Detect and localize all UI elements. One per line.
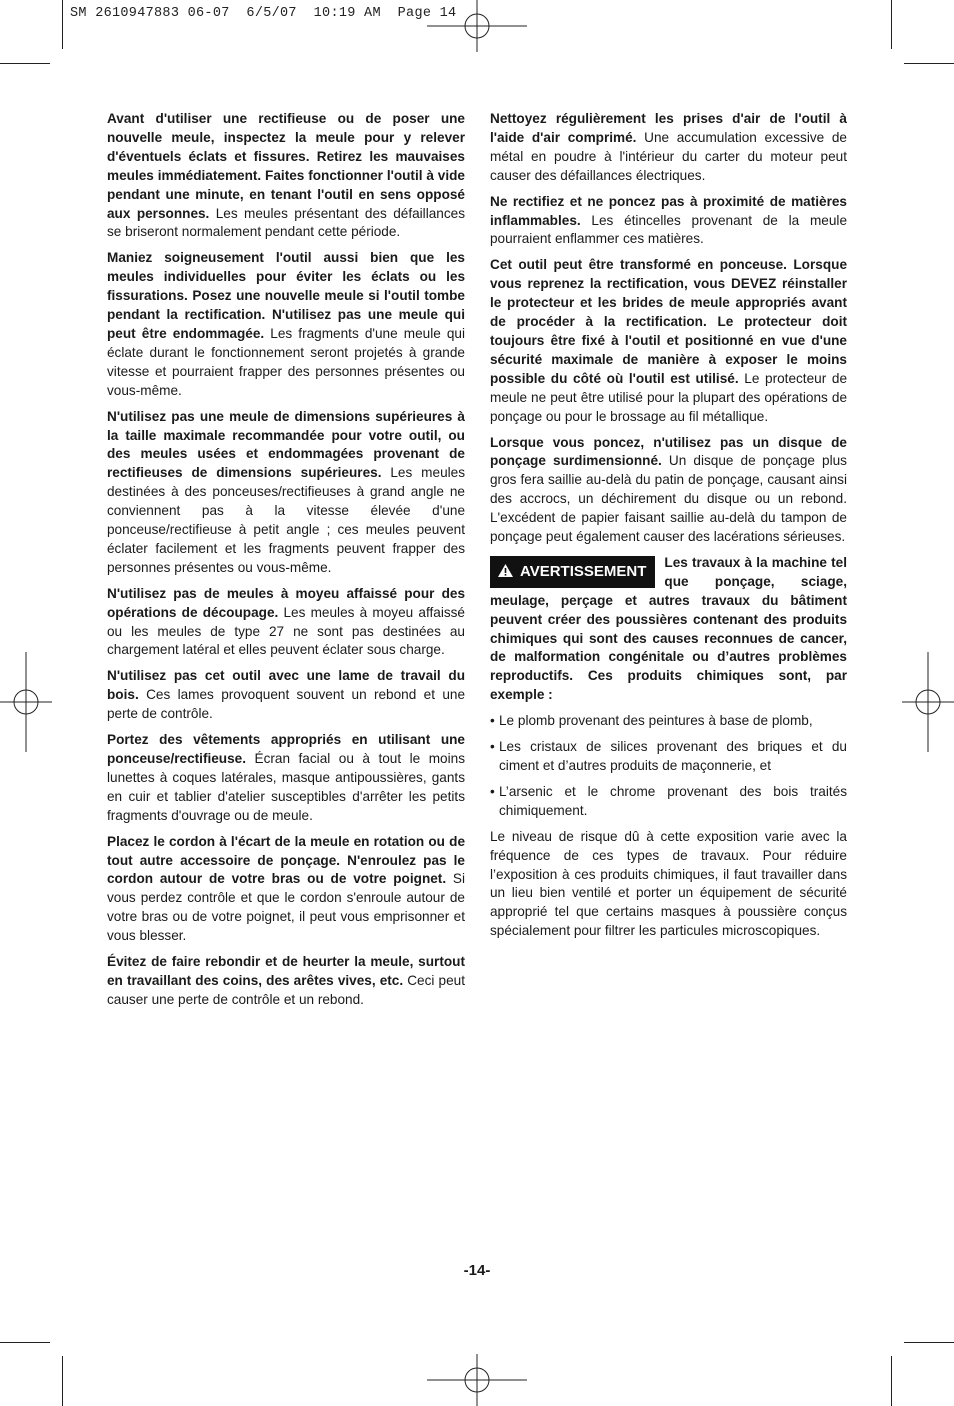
safety-paragraph bbox=[107, 667, 465, 724]
crop-mark bbox=[904, 63, 954, 64]
right-column bbox=[490, 110, 847, 948]
paragraph-lead: Portez des vêtements appropriés en utilisant une ponceuse/rectifieuse. bbox=[107, 732, 465, 766]
paragraph-body: Si vous perdez contrôle et que le cordon s'enroule autour de votre bras ou de votre poignet, il peut vous emprisonner et vous blesser. bbox=[107, 871, 465, 944]
paragraph-lead: Avant d'utiliser une rectifieuse ou de poser une nouvelle meule, inspectez la meule pour y relever d'éventuels éclats et fissures. Retirez les mauvaises meules immédiatement. Faites fonctionner l'outil à vide pendant une minute, en tenant l'outil en sens opposé aux personnes. bbox=[107, 111, 465, 221]
registration-mark-left bbox=[0, 652, 52, 752]
closing-paragraph: Le niveau de risque dû à cette exposition varie avec la fréquence de ces types de travaux. Pour réduire l’exposition à ces produits chimiques, il faut travailler dans un lieu bien ventilé et porter un équipement de sécurité approprié tel que certains masques à poussière conçus spécialement pour filtrer les particules microscopiques. bbox=[490, 828, 847, 939]
crop-mark bbox=[62, 1356, 63, 1406]
bullet-text: L’arsenic et le chrome provenant des bois traités chimiquement. bbox=[499, 783, 847, 818]
paragraph-lead: Cet outil peut être transformé en ponceuse. Lorsque vous reprenez la rectification, vous DEVEZ réinstaller le protecteur et les brides de meule appropriés avant de procéder à la rectification. Le protecteur doit toujours être fixé à l'outil et positionné en vue d'une sécurité maximale de manière à exposer le moins possible du côté où l'outil est utilisé. bbox=[490, 257, 847, 386]
crop-mark bbox=[891, 1356, 892, 1406]
safety-paragraph bbox=[107, 953, 465, 1010]
paragraph-lead: Évitez de faire rebondir et de heurter la meule, surtout en travaillant des coins, des arêtes vives, etc. bbox=[107, 954, 465, 988]
safety-paragraph bbox=[107, 833, 465, 946]
registration-mark-bottom bbox=[427, 1354, 527, 1406]
crop-mark bbox=[0, 1342, 50, 1343]
paragraph-body: Les meules destinées à des ponceuses/rectifieuses à grand angle ne conviennent pas à la vitesse élevée d'une ponceuse/rectifieuse à petit angle ; ces meules peuvent éclater facilement et les fragments peuvent frapper des personnes présentes ou vous-même. bbox=[107, 465, 466, 575]
crop-mark bbox=[891, 0, 892, 49]
paragraph-lead: Ne rectifiez et ne poncez pas à proximité de matières inflammables. bbox=[490, 193, 847, 228]
paragraph-lead: Nettoyez régulièrement les prises d'air de l'outil à l'aide d'air comprimé. bbox=[490, 111, 847, 145]
paragraph-body: Les meules présentant des défaillances se briseront normalement pendant cette période. bbox=[107, 205, 465, 240]
paragraph-lead: N'utilisez pas une meule de dimensions supérieures à la taille maximale recommandée pour votre outil, ou des meules usées et endommagées provenant de rectifieuses de dimensions supérieures. bbox=[107, 408, 465, 481]
warning-triangle-icon bbox=[498, 564, 513, 577]
bullet-icon: • bbox=[490, 783, 495, 799]
paragraph-body: Écran facial ou à tout le moins lunettes à coques latérales, masque antipoussières, gants en cuir et tablier d'atelier susceptibles d'arrêter les petits fragments d'ouvrage ou de meule. bbox=[107, 751, 465, 823]
bullet-text: Les cristaux de silices provenant des briques et du ciment et d’autres produits de maçonnerie, et bbox=[499, 739, 847, 773]
safety-paragraph bbox=[490, 110, 847, 186]
registration-mark-right bbox=[902, 652, 954, 752]
paragraph-body: Les meules à moyeu affaissé ou les meules de type 27 ne sont pas destinées au chargement latéral et elles peuvent éclater sous charge. bbox=[107, 604, 465, 658]
crop-mark bbox=[0, 63, 50, 64]
paragraph-lead: Lorsque vous poncez, n'utilisez pas un disque de ponçage surdimensionné. bbox=[490, 434, 847, 469]
paragraph-body: Le protecteur de meule ne peut être utilisé pour la plupart des opérations de ponçage ou pour le brossage au fil métallique. bbox=[490, 370, 848, 424]
bullet-icon: • bbox=[490, 739, 495, 755]
bullet-icon: • bbox=[490, 713, 495, 729]
crop-mark bbox=[62, 0, 63, 49]
paragraph-lead: N'utilisez pas de meules à moyeu affaissé pour des opérations de découpage. bbox=[107, 585, 465, 620]
safety-paragraph bbox=[107, 408, 465, 578]
warning-block bbox=[490, 554, 847, 705]
safety-paragraph bbox=[490, 193, 847, 250]
safety-paragraph bbox=[490, 256, 847, 426]
paragraph-lead: Maniez soigneusement l'outil aussi bien que les meules individuelles pour éviter les éclats ou les fissurations. Posez une nouvelle meule si l'outil tombe pendant la rectification. N'utilisez pas une meule qui peut être endommagée. bbox=[107, 250, 465, 341]
left-column bbox=[107, 110, 465, 1017]
warning-badge bbox=[490, 556, 655, 588]
paragraph-lead: Placez le cordon à l'écart de la meule en rotation ou de tout autre accessoire de ponçage. N'enroulez pas le cordon autour de votre bras ou de votre poignet. bbox=[107, 833, 465, 887]
paragraph-body: Une accumulation excessive de métal en poudre à l'intérieur du carter du moteur peut causer des défaillances électriques. bbox=[490, 129, 847, 183]
paragraph-body: Ces lames provoquent souvent un rebond et une perte de contrôle. bbox=[107, 687, 465, 722]
paragraph-body: Les étincelles provenant de la meule pourraient enflammer ces matières. bbox=[490, 212, 847, 247]
paragraph-body: Ceci peut causer une perte de contrôle et un rebond. bbox=[107, 972, 465, 1007]
safety-paragraph bbox=[107, 731, 465, 826]
safety-paragraph bbox=[490, 434, 847, 547]
crop-mark bbox=[904, 1342, 954, 1343]
list-item bbox=[490, 738, 847, 776]
paragraph-lead: N'utilisez pas cet outil avec une lame de travail du bois. bbox=[107, 668, 465, 703]
safety-paragraph bbox=[107, 585, 465, 661]
safety-paragraph bbox=[107, 249, 465, 400]
list-item bbox=[490, 783, 847, 821]
warning-text: Les travaux à la machine tel que ponçage, sciage, meulage, perçage et autres travaux du bâtiment peuvent créer des poussières contenant des produits chimiques qui sont des causes reconnues de cancer, de malformation congénitale ou d’autres problèmes reproductifs. Ces produits chimiques sont, par exemple : bbox=[490, 554, 847, 703]
list-item bbox=[490, 712, 847, 731]
registration-mark-top bbox=[427, 0, 527, 52]
paragraph-body: Un disque de ponçage plus gros fera saillie au-delà du patin de ponçage, causant ainsi des accrocs, un déchirement du disque ou un rebond. L'excédent de papier faisant saillie au-delà du tampon de ponçage peut également causer des lacérations sérieuses. bbox=[490, 453, 847, 545]
bullet-text: Le plomb provenant des peintures à base de plomb, bbox=[499, 713, 813, 729]
paragraph-body: Les fragments d'une meule qui éclate durant le fonctionnement seront projetés à grande vitesse et pourraient frapper des personnes présentes ou vous-même. bbox=[107, 325, 466, 398]
warning-label: AVERTISSEMENT bbox=[520, 562, 647, 580]
page-number: -14- bbox=[463, 1262, 491, 1279]
print-slug: SM 2610947883 06-07 6/5/07 10:19 AM Page 14 bbox=[70, 6, 457, 21]
safety-paragraph bbox=[107, 110, 465, 242]
